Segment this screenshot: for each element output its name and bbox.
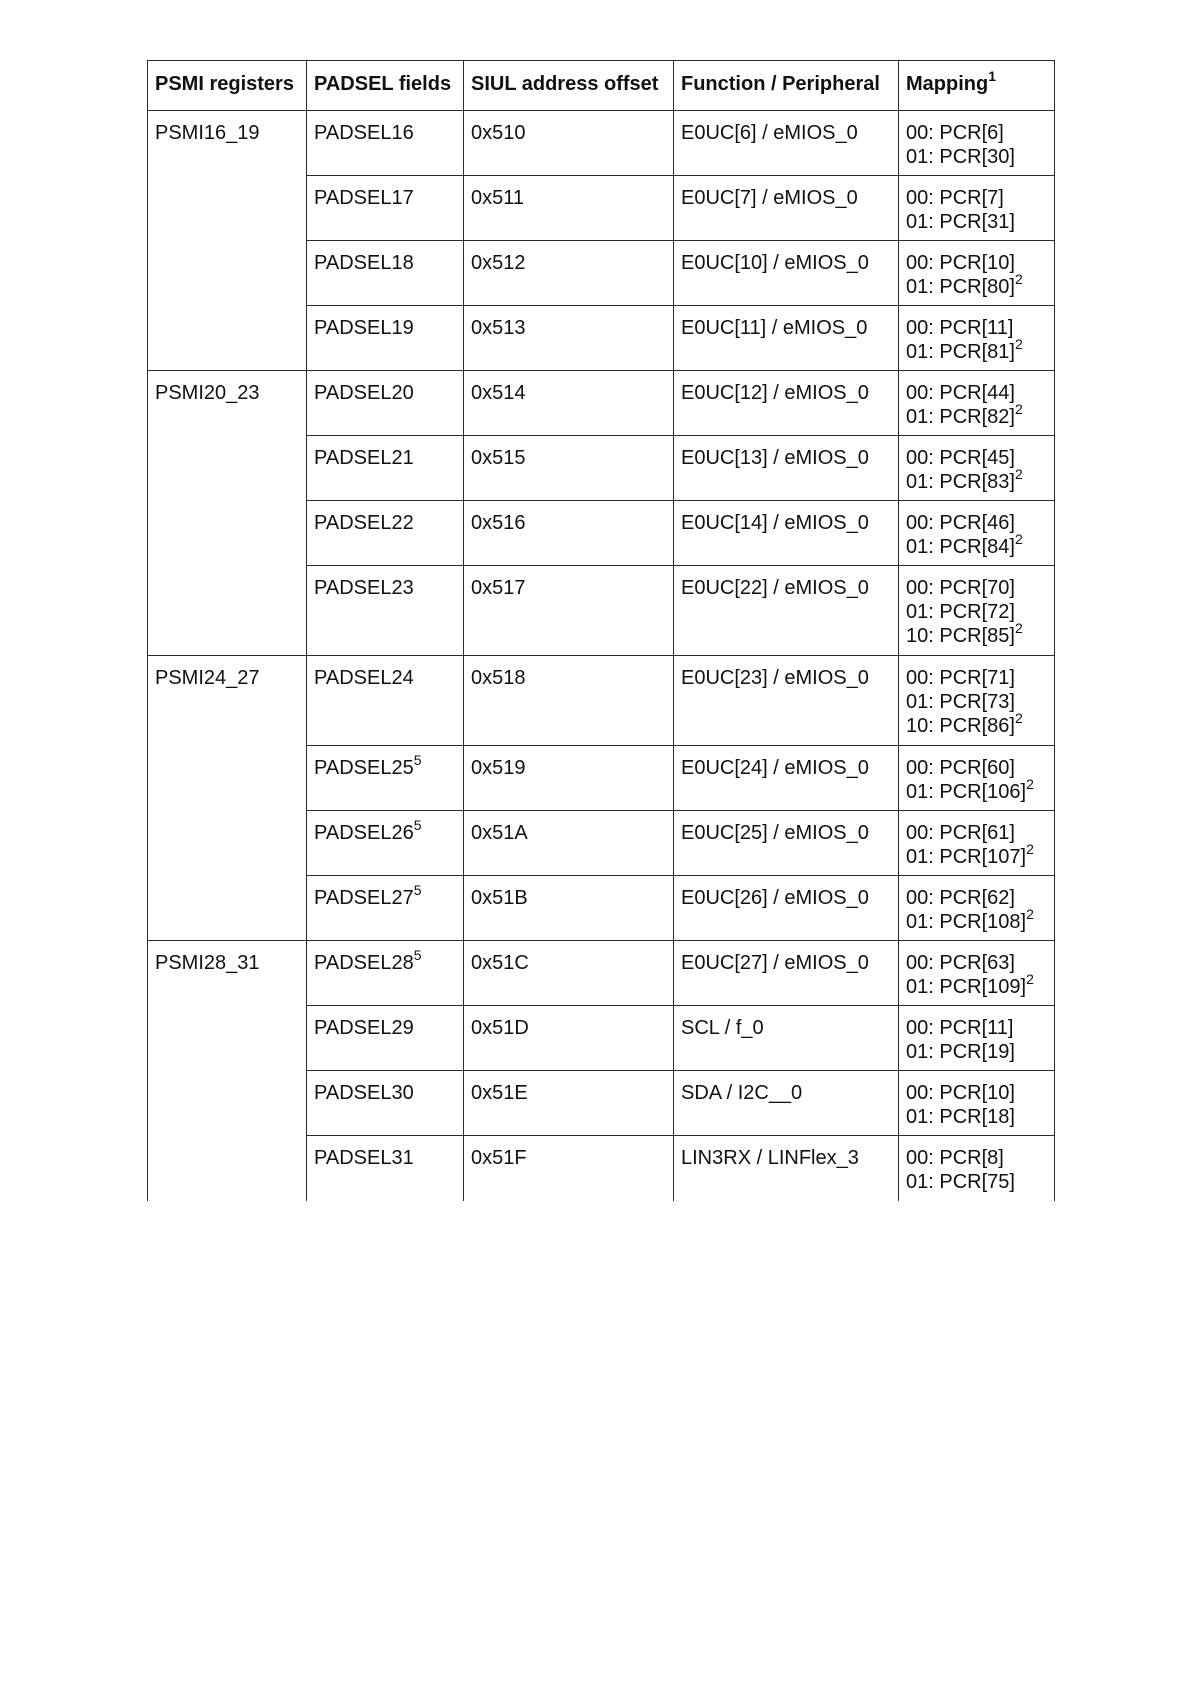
mapping-line xyxy=(906,186,1047,210)
function-peripheral-cell: E0UC[11] / eMIOS_0 xyxy=(674,306,899,371)
table-row xyxy=(148,941,1055,1006)
mapping-line xyxy=(906,710,1047,738)
mapping-footnote: 2 xyxy=(1014,710,1023,727)
padsel-field-cell xyxy=(307,656,464,746)
mapping-line xyxy=(906,271,1047,299)
siul-address-offset-cell: 0x510 xyxy=(464,111,674,176)
function-peripheral-cell: E0UC[6] / eMIOS_0 xyxy=(674,111,899,176)
siul-address-offset-cell: 0x517 xyxy=(464,566,674,656)
mapping-cell xyxy=(899,306,1055,371)
mapping-value: 01: PCR[108] xyxy=(906,911,1027,933)
psmi-register-cell: PSMI28_31 xyxy=(148,941,307,1201)
padsel-footnote: 5 xyxy=(413,882,422,899)
mapping-value: 00: PCR[46] xyxy=(906,512,1015,534)
mapping-value: 01: PCR[19] xyxy=(906,1041,1015,1063)
siul-address-offset-cell: 0x513 xyxy=(464,306,674,371)
mapping-line xyxy=(906,336,1047,364)
function-peripheral-cell: E0UC[7] / eMIOS_0 xyxy=(674,176,899,241)
mapping-footnote: 2 xyxy=(1014,531,1023,548)
padsel-field-label: PADSEL31 xyxy=(314,1147,414,1169)
mapping-line xyxy=(906,620,1047,648)
table-row xyxy=(148,111,1055,176)
siul-address-offset-cell: 0x518 xyxy=(464,656,674,746)
siul-address-offset-cell: 0x51D xyxy=(464,1006,674,1071)
padsel-field-label: PADSEL26 xyxy=(314,822,414,844)
siul-address-offset-cell: 0x514 xyxy=(464,371,674,436)
mapping-footnote: 2 xyxy=(1026,841,1034,858)
header-mapping-footnote: 1 xyxy=(988,68,997,85)
padsel-field-cell xyxy=(307,176,464,241)
mapping-value: 00: PCR[11] xyxy=(906,1017,1014,1039)
mapping-value: 01: PCR[81] xyxy=(906,341,1015,363)
mapping-value: 00: PCR[44] xyxy=(906,382,1015,404)
mapping-value: 00: PCR[8] xyxy=(906,1147,1004,1169)
function-peripheral-cell: E0UC[25] / eMIOS_0 xyxy=(674,811,899,876)
psmi-register-table xyxy=(147,60,1055,1201)
mapping-cell xyxy=(899,436,1055,501)
padsel-field-cell xyxy=(307,566,464,656)
mapping-line xyxy=(906,841,1047,869)
mapping-line xyxy=(906,531,1047,559)
mapping-value: 01: PCR[72] xyxy=(906,601,1015,623)
mapping-value: 01: PCR[107] xyxy=(906,846,1027,868)
padsel-field-label: PADSEL23 xyxy=(314,577,414,599)
mapping-line xyxy=(906,446,1047,470)
siul-address-offset-cell: 0x51E xyxy=(464,1071,674,1136)
mapping-value: 00: PCR[60] xyxy=(906,757,1015,779)
mapping-line xyxy=(906,971,1047,999)
padsel-field-cell xyxy=(307,811,464,876)
mapping-footnote: 2 xyxy=(1026,776,1034,793)
padsel-field-label: PADSEL18 xyxy=(314,252,414,274)
mapping-cell xyxy=(899,501,1055,566)
mapping-value: 10: PCR[86] xyxy=(906,715,1015,737)
padsel-footnote: 5 xyxy=(413,817,422,834)
mapping-line xyxy=(906,1016,1047,1040)
mapping-line xyxy=(906,466,1047,494)
mapping-value: 01: PCR[84] xyxy=(906,536,1015,558)
siul-address-offset-cell: 0x516 xyxy=(464,501,674,566)
mapping-footnote: 2 xyxy=(1014,620,1023,637)
mapping-cell xyxy=(899,566,1055,656)
table-header-row xyxy=(148,61,1055,111)
function-peripheral-cell: E0UC[27] / eMIOS_0 xyxy=(674,941,899,1006)
mapping-cell xyxy=(899,111,1055,176)
padsel-field-label: PADSEL24 xyxy=(314,667,414,689)
mapping-line xyxy=(906,1040,1047,1064)
mapping-value: 01: PCR[31] xyxy=(906,211,1015,233)
padsel-field-label: PADSEL21 xyxy=(314,447,414,469)
mapping-line xyxy=(906,121,1047,145)
mapping-cell xyxy=(899,876,1055,941)
mapping-value: 01: PCR[73] xyxy=(906,691,1015,713)
padsel-field-cell xyxy=(307,746,464,811)
mapping-value: 00: PCR[70] xyxy=(906,577,1015,599)
padsel-field-label: PADSEL30 xyxy=(314,1082,414,1104)
mapping-cell xyxy=(899,176,1055,241)
mapping-line xyxy=(906,1105,1047,1129)
mapping-value: 00: PCR[11] xyxy=(906,317,1014,339)
mapping-line xyxy=(906,776,1047,804)
padsel-field-cell xyxy=(307,1136,464,1201)
mapping-value: 00: PCR[63] xyxy=(906,952,1015,974)
padsel-field-label: PADSEL19 xyxy=(314,317,414,339)
mapping-value: 00: PCR[10] xyxy=(906,252,1015,274)
psmi-register-cell: PSMI24_27 xyxy=(148,656,307,941)
mapping-value: 00: PCR[62] xyxy=(906,887,1015,909)
padsel-field-cell xyxy=(307,1071,464,1136)
header-mapping-label: Mapping xyxy=(906,73,989,95)
function-peripheral-cell: SCL / f_0 xyxy=(674,1006,899,1071)
mapping-line xyxy=(906,666,1047,690)
padsel-field-label: PADSEL20 xyxy=(314,382,414,404)
padsel-field-label: PADSEL27 xyxy=(314,887,414,909)
padsel-field-cell xyxy=(307,501,464,566)
siul-address-offset-cell: 0x515 xyxy=(464,436,674,501)
mapping-line xyxy=(906,401,1047,429)
siul-address-offset-cell: 0x51F xyxy=(464,1136,674,1201)
padsel-field-cell xyxy=(307,111,464,176)
mapping-footnote: 2 xyxy=(1014,466,1023,483)
mapping-value: 00: PCR[10] xyxy=(906,1082,1015,1104)
psmi-register-cell: PSMI20_23 xyxy=(148,371,307,656)
mapping-footnote: 2 xyxy=(1026,971,1034,988)
mapping-value: 10: PCR[85] xyxy=(906,625,1015,647)
function-peripheral-cell: SDA / I2C__0 xyxy=(674,1071,899,1136)
mapping-line xyxy=(906,600,1047,624)
mapping-value: 01: PCR[106] xyxy=(906,781,1027,803)
padsel-field-cell xyxy=(307,306,464,371)
siul-address-offset-cell: 0x51A xyxy=(464,811,674,876)
table-row xyxy=(148,371,1055,436)
psmi-register-cell: PSMI16_19 xyxy=(148,111,307,371)
mapping-line xyxy=(906,210,1047,234)
header-siul-address-offset: SIUL address offset xyxy=(464,61,674,111)
mapping-value: 01: PCR[18] xyxy=(906,1106,1015,1128)
mapping-cell xyxy=(899,811,1055,876)
siul-address-offset-cell: 0x519 xyxy=(464,746,674,811)
mapping-value: 01: PCR[75] xyxy=(906,1171,1015,1193)
padsel-field-label: PADSEL28 xyxy=(314,952,414,974)
header-mapping xyxy=(899,61,1055,111)
header-psmi-registers: PSMI registers xyxy=(148,61,307,111)
padsel-footnote: 5 xyxy=(413,752,422,769)
mapping-line xyxy=(906,906,1047,934)
mapping-line xyxy=(906,1170,1047,1194)
mapping-value: 01: PCR[30] xyxy=(906,146,1015,168)
mapping-value: 00: PCR[71] xyxy=(906,667,1015,689)
mapping-line xyxy=(906,511,1047,535)
table-row xyxy=(148,656,1055,746)
mapping-line xyxy=(906,316,1047,340)
mapping-line xyxy=(906,145,1047,169)
mapping-value: 01: PCR[83] xyxy=(906,471,1015,493)
mapping-cell xyxy=(899,656,1055,746)
padsel-field-cell xyxy=(307,241,464,306)
function-peripheral-cell: E0UC[26] / eMIOS_0 xyxy=(674,876,899,941)
padsel-field-cell xyxy=(307,436,464,501)
siul-address-offset-cell: 0x51C xyxy=(464,941,674,1006)
mapping-line xyxy=(906,381,1047,405)
function-peripheral-cell: LIN3RX / LINFlex_3 xyxy=(674,1136,899,1201)
mapping-footnote: 2 xyxy=(1014,336,1023,353)
function-peripheral-cell: E0UC[13] / eMIOS_0 xyxy=(674,436,899,501)
padsel-field-cell xyxy=(307,941,464,1006)
mapping-cell xyxy=(899,1006,1055,1071)
mapping-line xyxy=(906,690,1047,714)
mapping-value: 00: PCR[61] xyxy=(906,822,1015,844)
mapping-value: 00: PCR[45] xyxy=(906,447,1015,469)
padsel-field-label: PADSEL22 xyxy=(314,512,414,534)
padsel-field-cell xyxy=(307,876,464,941)
mapping-cell xyxy=(899,941,1055,1006)
mapping-cell xyxy=(899,241,1055,306)
mapping-cell xyxy=(899,1136,1055,1201)
siul-address-offset-cell: 0x511 xyxy=(464,176,674,241)
siul-address-offset-cell: 0x51B xyxy=(464,876,674,941)
mapping-value: 01: PCR[82] xyxy=(906,406,1015,428)
function-peripheral-cell: E0UC[12] / eMIOS_0 xyxy=(674,371,899,436)
padsel-field-cell xyxy=(307,371,464,436)
mapping-cell xyxy=(899,371,1055,436)
padsel-field-label: PADSEL17 xyxy=(314,187,414,209)
mapping-line xyxy=(906,251,1047,275)
mapping-value: 01: PCR[109] xyxy=(906,976,1027,998)
siul-address-offset-cell: 0x512 xyxy=(464,241,674,306)
mapping-value: 00: PCR[7] xyxy=(906,187,1004,209)
mapping-footnote: 2 xyxy=(1014,271,1023,288)
function-peripheral-cell: E0UC[22] / eMIOS_0 xyxy=(674,566,899,656)
function-peripheral-cell: E0UC[23] / eMIOS_0 xyxy=(674,656,899,746)
function-peripheral-cell: E0UC[14] / eMIOS_0 xyxy=(674,501,899,566)
function-peripheral-cell: E0UC[10] / eMIOS_0 xyxy=(674,241,899,306)
padsel-field-label: PADSEL29 xyxy=(314,1017,414,1039)
function-peripheral-cell: E0UC[24] / eMIOS_0 xyxy=(674,746,899,811)
mapping-line xyxy=(906,576,1047,600)
mapping-line xyxy=(906,1146,1047,1170)
mapping-value: 00: PCR[6] xyxy=(906,122,1004,144)
padsel-field-label: PADSEL25 xyxy=(314,757,414,779)
header-function-peripheral: Function / Peripheral xyxy=(674,61,899,111)
header-padsel-fields: PADSEL fields xyxy=(307,61,464,111)
mapping-cell xyxy=(899,1071,1055,1136)
padsel-field-label: PADSEL16 xyxy=(314,122,414,144)
padsel-field-cell xyxy=(307,1006,464,1071)
mapping-cell xyxy=(899,746,1055,811)
padsel-footnote: 5 xyxy=(413,947,422,964)
mapping-line xyxy=(906,1081,1047,1105)
mapping-footnote: 2 xyxy=(1026,906,1034,923)
mapping-value: 01: PCR[80] xyxy=(906,276,1015,298)
mapping-footnote: 2 xyxy=(1014,401,1023,418)
